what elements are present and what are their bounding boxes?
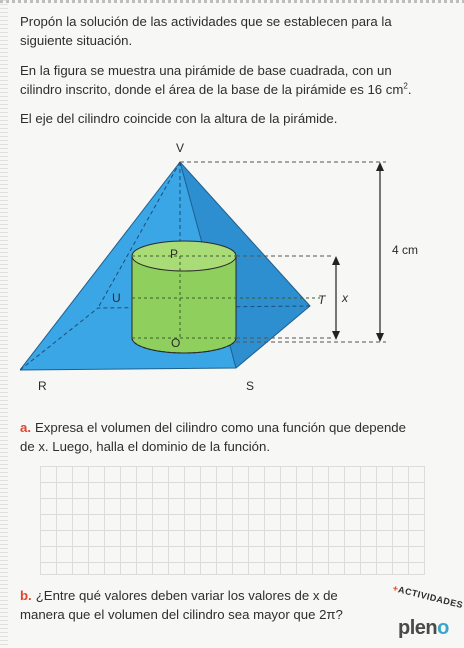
question-b <box>20 586 380 624</box>
top-rule <box>0 0 464 3</box>
description-paragraph <box>20 61 446 99</box>
question-b-line-1: ¿Entre qué valores deben variar los valores de x de <box>35 588 338 603</box>
binder-edge <box>0 0 8 648</box>
logo-o: o <box>437 617 449 639</box>
description-period: . <box>407 82 412 97</box>
plus-icon: + <box>391 583 400 595</box>
label-s: S <box>246 379 255 393</box>
label-v: V <box>176 141 185 155</box>
intro-line-2: siguiente situación. <box>20 33 133 48</box>
question-a <box>20 418 440 456</box>
x-arrow-head-bottom <box>332 331 340 340</box>
axis-paragraph <box>20 109 446 128</box>
description-line-1: En la figura se muestra una pirámide de base cuadrada, con un <box>20 63 392 78</box>
x-arrow-head-top <box>332 256 340 265</box>
axis-sentence: El eje del cilindro coincide con la altura de la pirámide. <box>20 111 338 126</box>
activities-badge-text: ACTIVIDADES <box>397 584 464 611</box>
activities-badge <box>389 583 464 622</box>
label-x: x <box>342 291 348 305</box>
cylinder-top <box>132 241 236 271</box>
answer-grid[interactable] <box>40 466 425 575</box>
intro-line-1: Propón la solución de las actividades que se establecen para la <box>20 14 392 29</box>
height-arrow-head-top <box>376 162 384 171</box>
question-a-letter: a. <box>20 420 31 435</box>
pyramid-cylinder-figure <box>20 138 440 400</box>
intro-paragraph <box>20 12 446 50</box>
pleno-logo <box>398 617 449 640</box>
question-b-line-2: manera que el volumen del cilindro sea mayor que 2π? <box>20 607 343 622</box>
exponent: 2 <box>403 81 408 91</box>
label-height: 4 cm <box>392 243 419 257</box>
question-a-line-2: de x. Luego, halla el dominio de la función. <box>20 439 271 454</box>
description-line-2: cilindro inscrito, donde el área de la base de la pirámide es 16 cm <box>20 82 404 97</box>
label-r: R <box>38 379 47 393</box>
question-b-letter: b. <box>20 588 32 603</box>
label-o: O <box>171 336 181 350</box>
height-arrow-head-bottom <box>376 333 384 342</box>
logo-text: plen <box>398 617 438 639</box>
question-a-line-1: Expresa el volumen del cilindro como una función que depende <box>35 420 406 435</box>
label-p: P <box>170 247 179 261</box>
label-t: T <box>318 293 326 307</box>
label-u: U <box>112 291 121 305</box>
